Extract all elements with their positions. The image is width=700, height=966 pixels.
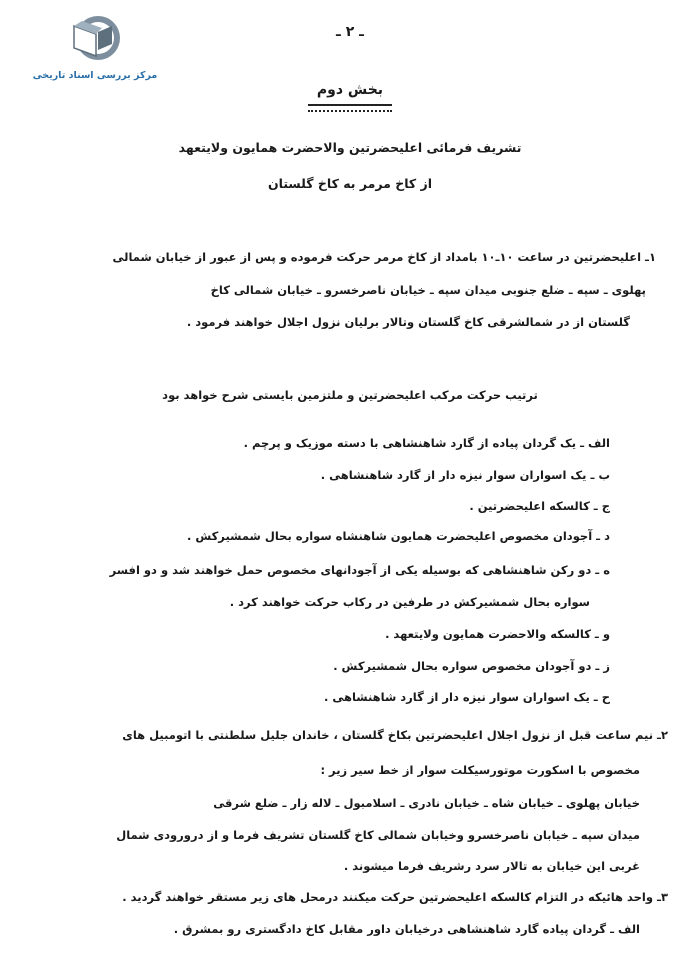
paragraph1-line: پهلوی ـ سپه ـ ضلع جنوبی میدان سپه ـ خیابان ناصرخسرو ـ خیابان شمالی کاخ: [210, 283, 646, 297]
paragraph2-line: میدان سپه ـ خیابان ناصرخسرو وخیابان شمالی کاخ گلستان تشریف فرما و از درورودی شمال: [116, 828, 640, 842]
procession-intro: ترتیب حرکت مرکب اعلیحضرتین و ملتزمین بایستی شرح خواهد بود: [162, 388, 538, 402]
procession-item: ب ـ یک اسواران سوار نیزه دار از گارد شاهنشاهی .: [320, 468, 610, 482]
procession-item: ح ـ یک اسواران سوار نیزه دار از گارد شاهنشاهی .: [323, 690, 610, 704]
procession-item: ه ـ دو رکن شاهنشاهی که بوسیله یکی از آجودانهای مخصوص حمل خواهند شد و دو افسر: [109, 563, 610, 577]
procession-item: د ـ آجودان مخصوص اعلیحضرت همایون شاهنشاه سواره بحال شمشیرکش .: [186, 529, 610, 543]
paragraph2-line: غربی این خیابان به تالار سرد رشریف فرما میشوند .: [343, 859, 640, 873]
paragraph2-line: ۲ـ نیم ساعت قبل از نزول اجلال اعلیحضرتین بکاخ گلستان ، خاندان جلیل سلطنتی با اتومبیل های: [122, 728, 668, 742]
procession-item: و ـ کالسکه والاحضرت همایون ولایتعهد .: [385, 627, 610, 641]
procession-item: الف ـ یک گردان پیاده از گارد شاهنشاهی با دسته موزیک و پرچم .: [243, 436, 610, 450]
procession-item: ج ـ کالسکه اعلیحضرتین .: [469, 499, 610, 513]
heading-line-1: تشریف فرمائی اعلیحضرتین والاحضرت همایون ولایتعهد: [178, 140, 522, 155]
paragraph1-line: ۱ـ اعلیحضرتین در ساعت ۱۰ـ۱۰ بامداد از کاخ مرمر حرکت فرموده و پس از عبور از خیابان شمالی: [112, 250, 656, 264]
page-number: ـ ۲ ـ: [336, 24, 364, 40]
paragraph3-line: الف ـ گردان پیاده گارد شاهنشاهی درخیابان داور مقابل کاخ دادگستری رو بمشرق .: [173, 922, 640, 936]
paragraph2-line: خیابان پهلوی ـ خیابان شاه ـ خیابان نادری ـ اسلامبول ـ لاله زار ـ ضلع شرقی: [213, 796, 640, 810]
section-title: بخش دوم: [316, 82, 384, 98]
procession-item: ز ـ دو آجودان مخصوص سواره بحال شمشیرکش .: [333, 659, 610, 673]
paragraph1-line: گلستان از در شمالشرقی کاخ گلستان وتالار برلیان نزول اجلال خواهند فرمود .: [186, 315, 630, 329]
procession-item: سواره بحال شمشیرکش در طرفین در رکاب حرکت خواهند کرد .: [229, 595, 590, 609]
archive-emblem-icon: [68, 14, 122, 64]
paragraph3-line: ۳ـ واحد هائیکه در التزام کالسکه اعلیحضرتین حرکت میکنند درمحل های زیر مستقر خواهند گردید .: [122, 890, 668, 904]
archive-logo-text: مرکز بررسی اسناد تاریخی: [32, 70, 158, 81]
paragraph2-line: مخصوص با اسکورت موتورسیکلت سوار از خط سیر زیر :: [320, 763, 640, 777]
archive-logo: [30, 14, 160, 80]
heading-line-2: از کاخ مرمر به کاخ گلستان: [267, 176, 433, 191]
section-title-underline: [308, 104, 392, 112]
